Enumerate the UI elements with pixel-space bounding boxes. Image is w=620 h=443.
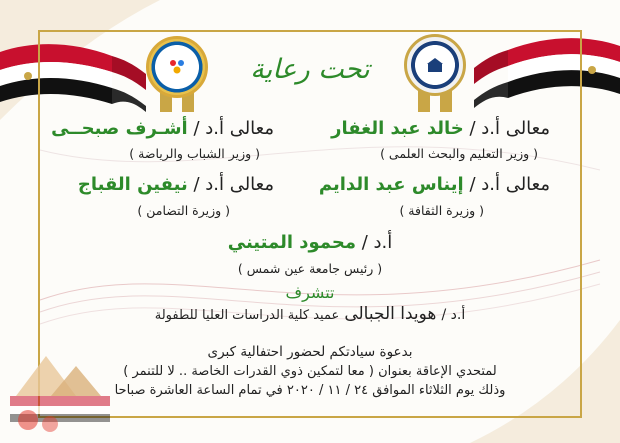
- invitation-line-2: لمتحدي الإعاقة بعنوان ( معا لتمكين ذوي القدرات الخاصة .. لا للتنمر ): [123, 364, 497, 379]
- patron-2-line: [51, 118, 274, 139]
- patron-3-role: ( وزيرة الثقافة ): [399, 203, 484, 218]
- patron-1-name: خالد عبد الغفار: [331, 118, 464, 139]
- honored-label: تتشرف: [285, 283, 335, 302]
- host-honorific: أ.د /: [441, 307, 466, 323]
- patron-4-honorific: معالى أ.د /: [193, 174, 274, 195]
- patron-3-honorific: معالى أ.د /: [469, 174, 550, 195]
- patron-4-line: [78, 174, 274, 195]
- patron-2-honorific: معالى أ.د /: [193, 118, 274, 139]
- page-title: تحت رعاية: [250, 54, 370, 85]
- patron-3-line: [319, 174, 550, 195]
- host-role: عميد كلية الدراسات العليا للطفولة: [154, 308, 340, 323]
- invitation-line-3: وذلك يوم الثلاثاء الموافق ٢٤ / ١١ / ٢٠٢٠ في تمام الساعة العاشرة صباحا: [114, 383, 506, 398]
- patron-4-name: نيفين القباج: [77, 174, 188, 195]
- patron-1-honorific: معالى أ.د /: [469, 118, 550, 139]
- invitation-line-1: بدعوة سيادتكم لحضور احتفالية كبرى: [207, 344, 413, 360]
- patron-2-name: أشـرف صبحــى: [51, 118, 188, 139]
- host-line: [0, 304, 620, 324]
- patron-5-role: ( رئيس جامعة عين شمس ): [237, 261, 383, 276]
- patron-5-name: محمود المتيني: [227, 232, 356, 253]
- patron-3-name: إيناس عبد الدايم: [318, 174, 464, 195]
- patron-1-role: ( وزير التعليم والبحث العلمى ): [380, 146, 538, 161]
- host-name: هويدا الجبالى: [344, 304, 437, 324]
- pyramids-watermark-icon: [6, 336, 126, 436]
- patron-1-line: [331, 118, 550, 139]
- patron-2-role: ( وزير الشباب والرياضة ): [129, 146, 260, 161]
- patron-5-line: [0, 232, 620, 253]
- patron-5-honorific: أ.د /: [361, 232, 393, 253]
- patron-4-role: ( وزيرة التضامن ): [137, 203, 230, 218]
